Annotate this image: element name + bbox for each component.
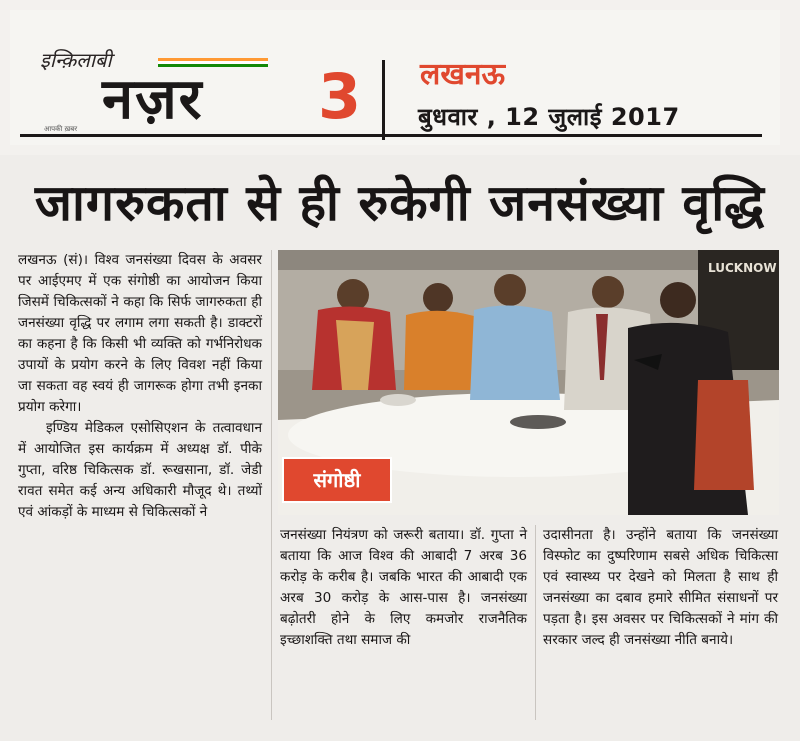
tricolor-stripe — [158, 58, 268, 67]
masthead-rule — [20, 134, 762, 137]
edition-date: बुधवार , 12 जुलाई 2017 — [418, 103, 680, 131]
page-number: 3 — [318, 60, 362, 133]
logo-subtext: आपकी ख़बर — [44, 125, 78, 133]
article-column-1 — [18, 250, 262, 523]
edition-city: लखनऊ — [420, 57, 506, 92]
column-divider — [535, 525, 536, 720]
photo-sign: LUCKNOW — [708, 261, 777, 275]
paragraph: लखनऊ (सं)। विश्व जनसंख्या दिवस के अवसर पर आईएमए में एक संगोष्ठी का आयोजन किया जिसमें चिकित्सकों ने कहा कि सिर्फ जागरुकता ही जनसंख्या वृद्धि पर लगाम लगा सकती है। डाक्टरों का कहना है कि किसी भी व्यक्ति को गर्भनिरोधक उपायों के प्रयोग करने के लिए विवश नहीं किया जा सकता वह स्वयं ही जागरूक होगा तभी इनका प्रयोग करेगा। — [18, 252, 262, 415]
article-headline: जागरुकता से ही रुकेगी जनसंख्या वृद्धि — [34, 174, 766, 232]
newspaper-logo: नज़र — [102, 67, 204, 132]
paragraph: जनसंख्या नियंत्रण को जरूरी बताया। डॉ. गुप्ता ने बताया कि आज विश्व की आबादी 7 अरब 36 करोड़ के करीब है। जबकि भारत की आबादी एक अरब 30 करोड़ के आस-पास है। जनसंख्या बढ़ोतरी होने के लिए कमजोर राजनैतिक इच्छाशक्ति तथा समाज की — [280, 527, 527, 648]
article-column-3 — [543, 525, 778, 651]
paragraph: इण्डिय मेडिकल एसोसिएशन के तत्वावधान में आयोजित इस कार्यक्रम में अध्यक्ष डॉ. पीके गुप्ता, वरिष्ठ चिकित्सक डॉ. रूखसाना, डॉ. जेडी रावत समेत कई अन्य अधिकारी मौजूद थे। तथ्यों एवं आंकड़ों के माध्यम से चिकित्सकों ने — [18, 420, 262, 520]
photo-caption: संगोष्ठी — [282, 457, 392, 503]
brand-tagline: इन्क़िलाबी — [40, 48, 112, 72]
article-column-2 — [280, 525, 527, 651]
masthead-divider — [382, 60, 385, 140]
column-divider — [271, 250, 272, 720]
paragraph: उदासीनता है। उन्होंने बताया कि जनसंख्या विस्फोट का दुष्परिणाम सबसे अधिक चिकित्सा एवं स्वास्थ्य पर देखने को मिलता है साथ ही जनसंख्या का दबाव हमारे सीमित संसाधनों पर पड़ता है। इस अवसर पर चिकित्सकों ने मांग की सरकार जल्द ही जनसंख्या नीति बनाये। — [543, 527, 778, 648]
